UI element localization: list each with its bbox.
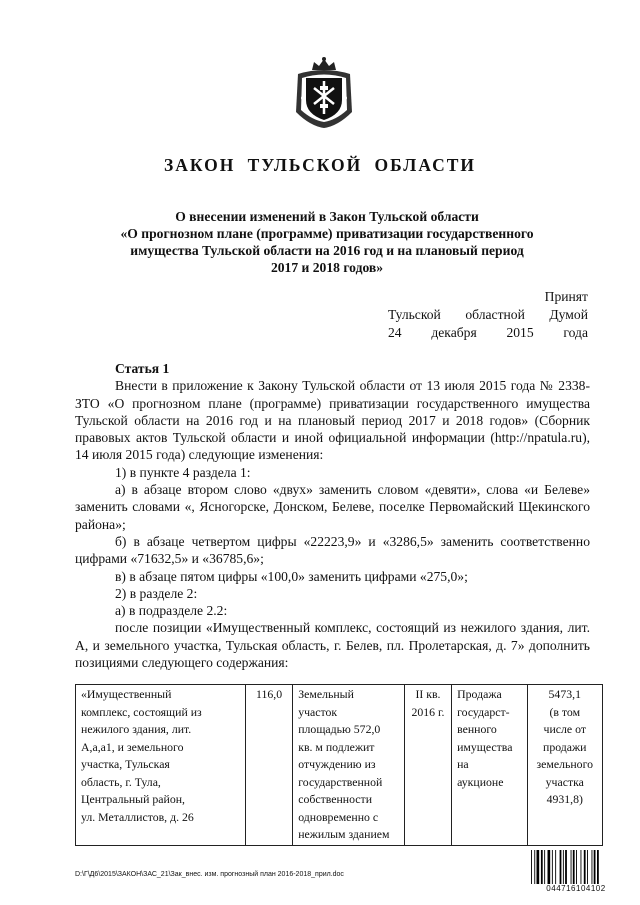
barcode-bar — [581, 850, 582, 886]
barcode-bar — [594, 850, 596, 886]
method-line: на — [457, 757, 469, 771]
barcode-bar — [531, 850, 532, 886]
note-line: кв. м подлежит — [298, 739, 375, 754]
table-row — [76, 685, 603, 846]
barcode-bar — [597, 850, 599, 886]
barcode-bar — [537, 850, 540, 886]
adopted-by-word: Думой — [549, 307, 588, 322]
method-line: государст- — [457, 704, 510, 719]
article-paragraph: а) в абзаце втором слово «двух» заменить словом «девяти», слова «и Белеве» заменить словами «, Ясногорске, Донском, Белеве, поселке Первомайский Щекинского района»; — [75, 482, 590, 532]
method-line: аукционе — [457, 774, 504, 789]
note-line: государственной — [298, 774, 383, 789]
barcode-bar — [584, 850, 586, 886]
note-line: Земельный — [298, 687, 354, 701]
article-paragraph: в) в абзаце пятом цифры «100,0» заменить цифрами «275,0»; — [115, 568, 468, 584]
barcode-bar — [571, 850, 572, 886]
price-line: (в том — [549, 704, 581, 719]
file-path-footer: D:\Г\Д6\2015\ЗАКОН\ЗАС_21\Зак_внес. изм. прогнозный план 2016-2018_прил.doc — [75, 871, 344, 878]
adopted-date-part: 24 — [388, 325, 402, 340]
subtitle-line: имущества Тульской области на 2016 год и на плановый период — [130, 243, 524, 258]
barcode-number: 044716104102 — [530, 884, 622, 893]
note-line: площадью 572,0 — [298, 722, 381, 736]
method-line: имущества — [457, 739, 513, 754]
note-cell — [293, 685, 405, 846]
barcode-bar — [573, 850, 575, 886]
article-paragraph: 2) в разделе 2: — [115, 585, 198, 601]
object-line: Центральный район, — [81, 792, 185, 806]
price-line: 5473,1 — [548, 687, 581, 701]
adopted-by-word: Тульской — [388, 307, 441, 322]
object-line: «Имущественный — [81, 687, 172, 701]
barcode-bar — [541, 850, 543, 886]
article-heading: Статья 1 — [115, 361, 170, 376]
object-line: А,а,а1, и земельного — [81, 739, 184, 754]
subtitle-line: 2017 и 2018 годов» — [270, 260, 384, 275]
law-subtitle — [92, 208, 562, 276]
price-cell — [527, 685, 602, 846]
article-body — [75, 360, 590, 671]
method-line: Продажа — [457, 687, 502, 701]
article-paragraph: а) в подразделе 2.2: — [115, 603, 228, 619]
adoption-block — [388, 288, 588, 342]
note-line: участок — [298, 704, 338, 719]
object-line: область, г. Тула, — [81, 774, 161, 789]
coat-of-arms-emblem — [292, 56, 356, 130]
price-line: участка — [545, 774, 584, 789]
barcode-bar — [555, 850, 556, 886]
note-line: отчуждению из — [298, 757, 376, 771]
price-line: земельного — [536, 757, 594, 771]
method-cell — [452, 685, 527, 846]
price-line: числе от — [543, 722, 586, 736]
adopted-word: Принят — [544, 289, 588, 304]
barcode-bar — [587, 850, 588, 886]
barcode-bar — [548, 850, 551, 886]
object-line: участка, Тульская — [81, 757, 170, 771]
subtitle-line: «О прогнозном плане (программе) приватизации государственного — [120, 226, 534, 241]
object-line: нежилого здания, лит. — [81, 722, 192, 736]
article-paragraph: Внести в приложение к Закону Тульской области от 13 июля 2015 года № 2338-ЗТО «О прогнозном плане (программе) приватизации государственного имущества Тульской области на 2016 год и на плановый период 2017 и 2018 годов» (Сборник правовых актов Тульской области и иной официальной информации (http://npatula.ru), 14 июля 2015 года) следующие изменения: — [75, 378, 590, 463]
object-line: ул. Металлистов, д. 26 — [81, 809, 194, 824]
barcode-bar — [565, 850, 567, 886]
barcode-bar — [560, 850, 562, 886]
adopted-date-part: года — [563, 325, 588, 340]
barcode-bar — [534, 850, 535, 886]
adopted-date-part: декабря — [431, 325, 477, 340]
note-line: нежилым зданием — [298, 827, 390, 841]
article-paragraph: после позиции «Имущественный комплекс, состоящий из нежилого здания, лит. А, и земельного участка, Тульская область, г. Белев, пл. Пролетарская, д. 7» дополнить позициями следующего содержания: — [75, 620, 590, 671]
note-line: собственности — [298, 792, 373, 806]
barcode-bar — [552, 850, 553, 886]
barcode-bar — [592, 850, 593, 886]
privatization-table — [75, 684, 603, 846]
note-line: одновременно с — [298, 809, 379, 824]
barcode-bar — [563, 850, 564, 886]
barcode-bar — [544, 850, 545, 886]
article-paragraph: 1) в пункте 4 раздела 1: — [115, 464, 251, 480]
object-line: комплекс, состоящий из — [81, 704, 202, 719]
adopted-date-part: 2015 — [506, 325, 534, 340]
adopted-by-word: областной — [465, 307, 525, 322]
area-cell: 116,0 — [245, 685, 292, 846]
subtitle-line: О внесении изменений в Закон Тульской области — [175, 209, 479, 224]
object-cell — [76, 685, 246, 846]
method-line: венного — [457, 722, 497, 736]
law-title: ЗАКОН ТУЛЬСКОЙ ОБЛАСТИ — [163, 155, 477, 175]
period-cell: II кв. 2016 г. — [404, 685, 451, 846]
price-line: 4931,8) — [546, 792, 583, 806]
price-line: продажи — [543, 739, 587, 754]
barcode-bar — [576, 850, 577, 886]
article-paragraph: б) в абзаце четвертом цифры «22223,9» и «3286,5» заменить соответственно цифрами «71632,5» и «36785,6»; — [75, 533, 590, 567]
